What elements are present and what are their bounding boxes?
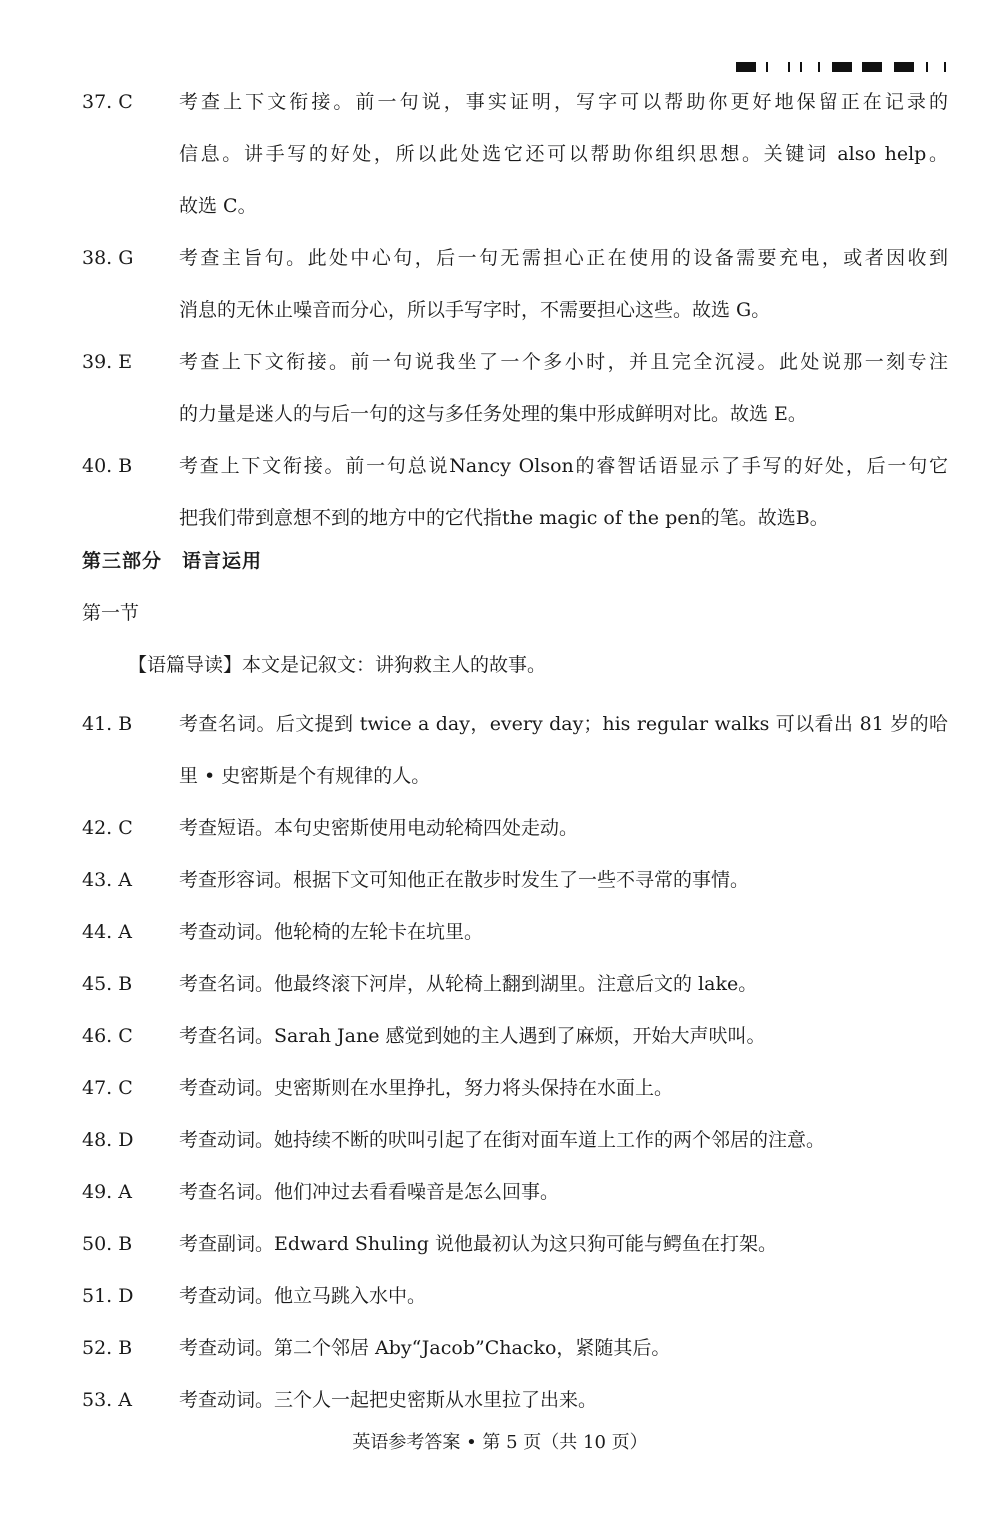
passage-intro: 【语篇导读】本文是记叙文：讲狗救主人的故事。 [128,654,547,676]
answer-explanation [179,1062,948,1114]
explanation-line: 考查短语。本句史密斯使用电动轮椅四处走动。 [179,817,579,839]
header-mark [894,62,914,72]
answer-explanation [179,698,948,802]
answer-explanation [179,336,948,440]
answer-entry [82,1114,948,1166]
answer-number: 43. A [82,869,132,891]
explanation-line: 考查名词。他们冲过去看看噪音是怎么回事。 [179,1181,560,1203]
explanation-line: 考查形容词。根据下文可知他正在散步时发生了一些不寻常的事情。 [179,869,750,891]
answer-entry [82,1322,948,1374]
answer-entry [82,1218,948,1270]
answer-explanation [179,1322,948,1374]
section-subtitle: 第一节 [82,602,140,624]
explanation-line: 信息。讲手写的好处，所以此处选它还可以帮助你组织思想。关键词 also help。 [179,143,948,165]
explanation-line: 考查动词。他轮椅的左轮卡在坑里。 [179,921,484,943]
header-mark [926,62,928,72]
answer-number: 52. B [82,1337,133,1359]
answer-explanation [179,1166,948,1218]
answer-number: 48. D [82,1129,134,1151]
explanation-line: 考查上下文衔接。前一句说，事实证明，写字可以帮助你更好地保留正在记录的 [179,91,948,113]
answer-entry [82,1374,948,1426]
explanation-line: 考查动词。第二个邻居 Aby“Jacob”Chacko，紧随其后。 [179,1337,671,1359]
page-footer: 英语参考答案 • 第 5 页（共 10 页） [352,1432,648,1453]
answer-number: 38. G [82,247,134,269]
answer-explanation [179,232,948,336]
answer-entry [82,76,948,232]
answer-explanation [179,1114,948,1166]
answer-number: 47. C [82,1077,133,1099]
answer-number: 46. C [82,1025,133,1047]
answer-entry [82,906,948,958]
explanation-line: 把我们带到意想不到的地方中的它代指the magic of the pen的笔。故选B。 [179,507,829,529]
answer-number: 50. B [82,1233,133,1255]
answer-number: 53. A [82,1389,132,1411]
answer-explanation [179,1270,948,1322]
answer-explanation [179,854,948,906]
header-mark [944,62,946,72]
answer-entry [82,1010,948,1062]
answer-entry [82,958,948,1010]
explanation-line: 消息的无休止噪音而分心，所以手写字时，不需要担心这些。故选 G。 [179,299,771,321]
header-mark [766,62,768,72]
answer-number: 51. D [82,1285,134,1307]
answer-explanation [179,76,948,232]
answer-number: 42. C [82,817,133,839]
explanation-line: 考查动词。她持续不断的吠叫引起了在街对面车道上工作的两个邻居的注意。 [179,1129,826,1151]
explanation-line: 考查副词。Edward Shuling 说他最初认为这只狗可能与鳄鱼在打架。 [179,1233,777,1255]
explanation-line: 考查名词。后文提到 twice a day，every day；his regular walks 可以看出 81 岁的哈 [179,713,948,735]
header-mark [800,62,802,72]
explanation-line: 考查上下文衔接。前一句说我坐了一个多小时，并且完全沉浸。此处说那一刻专注 [179,351,948,373]
explanation-line: 考查动词。三个人一起把史密斯从水里拉了出来。 [179,1389,598,1411]
header-mark [818,62,820,72]
answer-number: 40. B [82,455,133,477]
answer-explanation [179,1374,948,1426]
answer-entry [82,1166,948,1218]
answer-explanation [179,906,948,958]
header-mark [862,62,882,72]
answer-entry [82,802,948,854]
header-mark [736,62,756,72]
answer-entry [82,1062,948,1114]
explanation-line: 故选 C。 [179,195,257,217]
answer-entry [82,440,948,544]
explanation-line: 考查动词。史密斯则在水里挣扎，努力将头保持在水面上。 [179,1077,674,1099]
answer-number: 44. A [82,921,132,943]
answer-number: 37. C [82,91,133,113]
explanation-line: 考查名词。他最终滚下河岸，从轮椅上翻到湖里。注意后文的 lake。 [179,973,758,995]
explanation-line: 的力量是迷人的与后一句的这与多任务处理的集中形成鲜明对比。故选 E。 [179,403,807,425]
answer-explanation [179,802,948,854]
explanation-line: 考查名词。Sarah Jane 感觉到她的主人遇到了麻烦，开始大声吠叫。 [179,1025,766,1047]
answer-entry [82,336,948,440]
header-mark [788,62,790,72]
answer-number: 45. B [82,973,133,995]
answer-entry [82,1270,948,1322]
answer-explanation [179,958,948,1010]
answer-entry [82,854,948,906]
answer-explanation [179,1010,948,1062]
answer-number: 41. B [82,713,133,735]
answer-number: 39. E [82,351,133,373]
section-title: 第三部分 语言运用 [82,550,263,572]
answer-entry [82,232,948,336]
explanation-line: 里 • 史密斯是个有规律的人。 [179,765,431,787]
explanation-line: 考查动词。他立马跳入水中。 [179,1285,427,1307]
answer-explanation [179,1218,948,1270]
explanation-line: 考查主旨句。此处中心句，后一句无需担心正在使用的设备需要充电，或者因收到 [179,247,948,269]
answer-entry [82,698,948,802]
answer-number: 49. A [82,1181,132,1203]
explanation-line: 考查上下文衔接。前一句总说Nancy Olson的睿智话语显示了手写的好处，后一句它 [179,455,948,477]
answer-explanation [179,440,948,544]
header-mark [832,62,852,72]
